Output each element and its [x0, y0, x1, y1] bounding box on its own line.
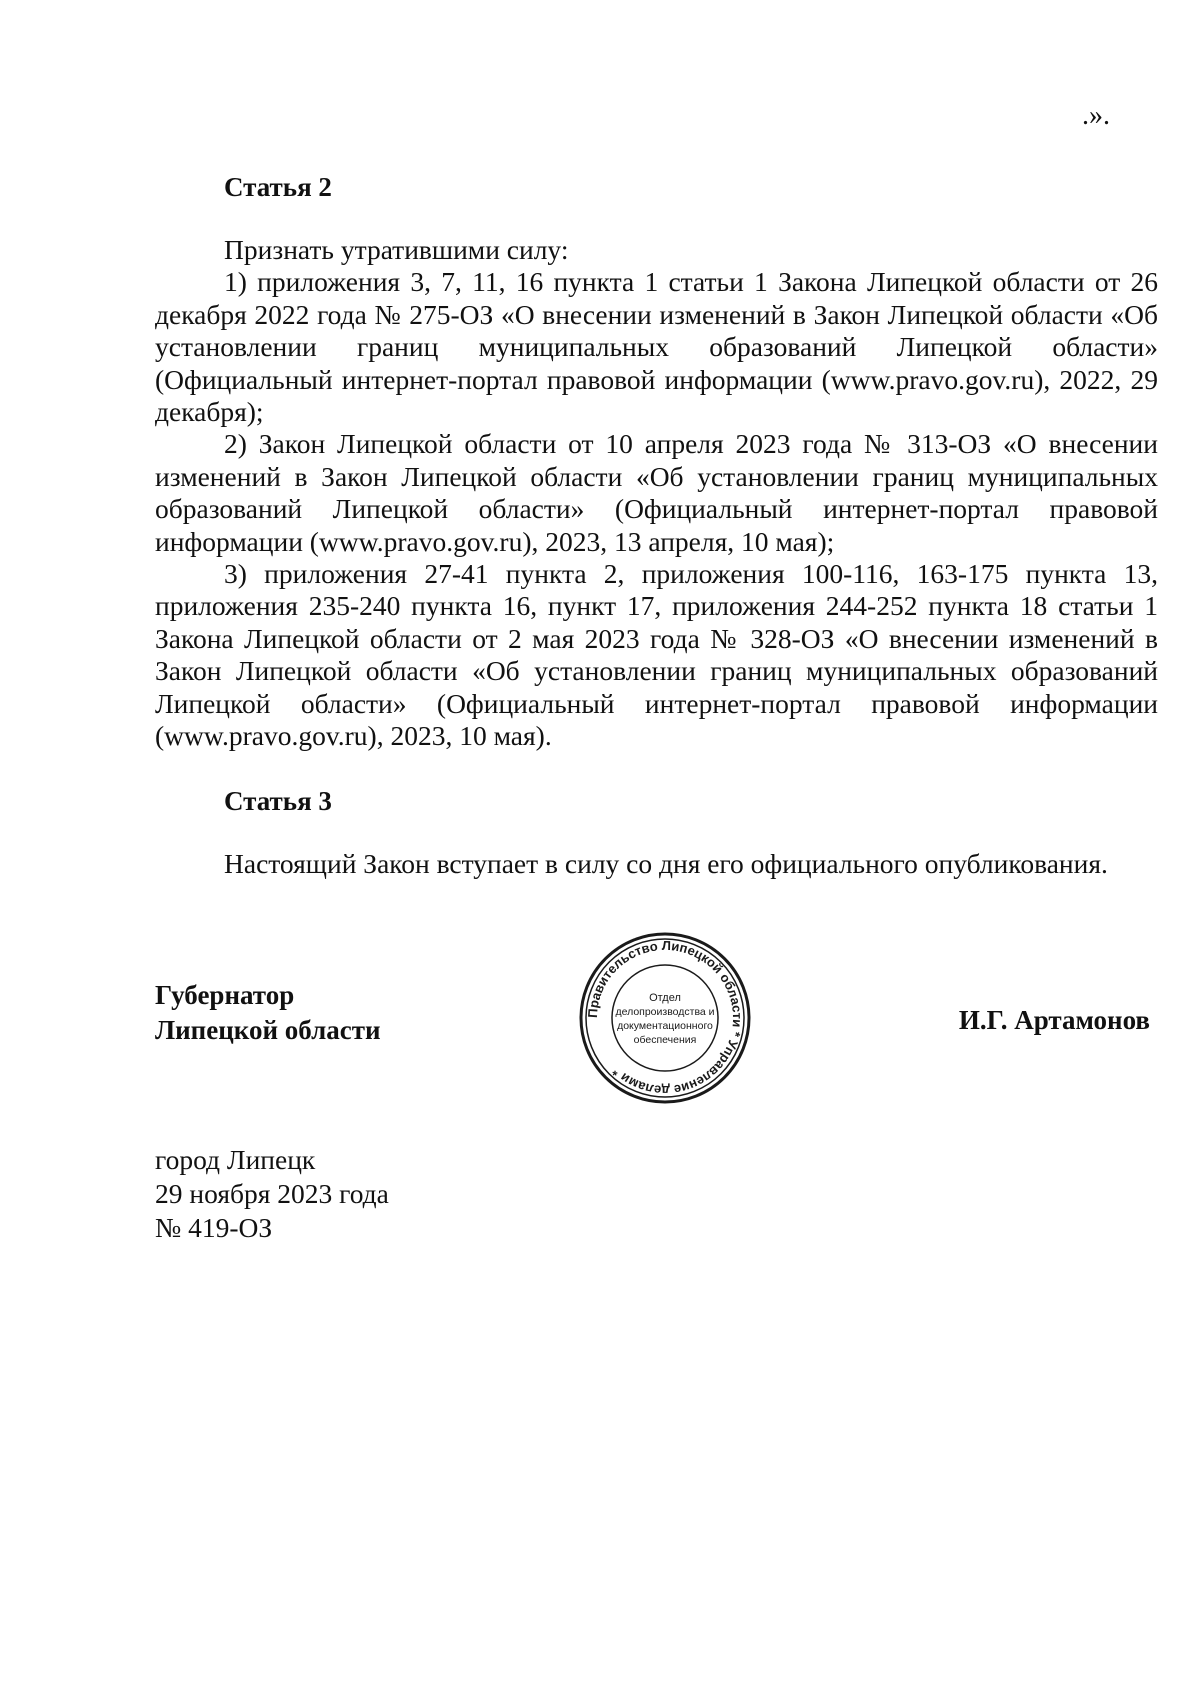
- article-2-body: [155, 234, 1158, 753]
- signatory-title: [155, 978, 381, 1048]
- article-3-text: Настоящий Закон вступает в силу со дня его официального опубликования.: [224, 848, 1108, 879]
- document-footer: [155, 1143, 389, 1245]
- seal-inner-line-2: делопроизводства и: [615, 1006, 715, 1018]
- article-3-heading: Статья 3: [224, 786, 332, 816]
- article-2-intro: Признать утратившими силу:: [224, 234, 569, 265]
- article-2-item-1: 1) приложения 3, 7, 11, 16 пункта 1 статьи 1 Закона Липецкой области от 26 декабря 2022 года № 275-ОЗ «О внесении изменений в Закон Липецкой области «Об установлении границ муниципальных образований Липецкой области» (Официальный интернет-портал правовой информации (www.pravo.gov.ru), 2022, 29 декабря);: [155, 266, 1158, 428]
- seal-inner-line-4: обеспечения: [633, 1034, 697, 1046]
- seal-graphic: [578, 931, 752, 1105]
- seal-inner-ring: [612, 965, 718, 1071]
- article-2-item-3: 3) приложения 27-41 пункта 2, приложения 100-116, 163-175 пункта 13, приложения 235-240 пункта 16, пункт 17, приложения 244-252 пункта 18 статьи 1 Закона Липецкой области от 2 мая 2023 года № 328-ОЗ «О внесении изменений в Закон Липецкой области «Об установлении границ муниципальных образований Липецкой области» (Официальный интернет-портал правовой информации (www.pravo.gov.ru), 2023, 10 мая).: [155, 558, 1158, 752]
- seal-outer-ring: [581, 934, 749, 1102]
- signatory-name: И.Г. Артамонов: [958, 1005, 1150, 1035]
- seal-inner-line-3: документационного: [617, 1020, 713, 1032]
- signatory-title-line-1: Губернатор: [155, 980, 295, 1010]
- article-2-item-2: 2) Закон Липецкой области от 10 апреля 2023 года № 313-ОЗ «О внесении изменений в Закон Липецкой области «Об установлении границ муниципальных образований Липецкой области» (Официальный интернет-портал правовой информации (www.pravo.gov.ru), 2023, 13 апреля, 10 мая);: [155, 428, 1158, 557]
- signatory-title-line-2: Липецкой области: [155, 1015, 381, 1045]
- footer-city: город Липецк: [155, 1144, 316, 1175]
- closing-quote-mark: .».: [1082, 100, 1110, 131]
- official-seal: [578, 931, 752, 1105]
- article-2-heading: Статья 2: [224, 172, 332, 202]
- footer-date: 29 ноября 2023 года: [155, 1178, 389, 1209]
- seal-ring-text: Правительство Липецкой области * Управление делами *: [584, 937, 746, 1099]
- footer-number: № 419-ОЗ: [155, 1212, 273, 1243]
- seal-inner-line-1: Отдел: [649, 992, 681, 1004]
